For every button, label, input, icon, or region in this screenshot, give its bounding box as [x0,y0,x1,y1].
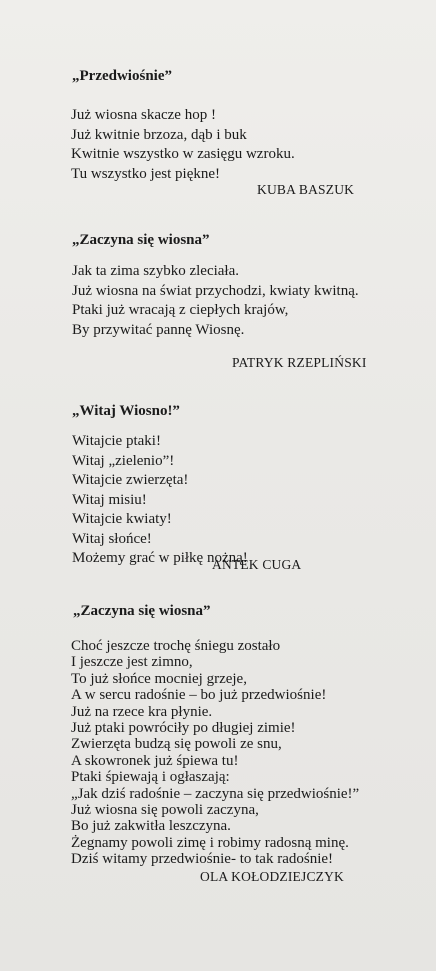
poem-line: To już słońce mocniej grzeje, [71,670,247,687]
poem-line: Jak ta zima szybko zleciała. [72,263,240,279]
poem-author: KUBA BASZUK [257,182,355,197]
poem-line: Już wiosna na świat przychodzi, kwiaty kwitną. [72,282,359,299]
poem-line: Tu wszystko jest piękne! [71,165,221,182]
poem-stanza [71,638,359,868]
poem-line: Już wiosna skacze hop ! [71,107,216,123]
poem-line: Choć jeszcze trochę śniegu zostało [71,638,281,654]
poem-line: Dziś witamy przedwiośnie- to tak radośnie! [71,851,334,868]
poem-line: Zwierzęta budzą się powoli ze snu, [71,736,282,753]
poem-title: „Zaczyna się wiosna” [72,232,210,248]
poem-line: Możemy grać w piłkę nożną! [72,550,248,566]
poem-line: Już na rzece kra płynie. [71,703,213,720]
poem-author: PATRYK RZEPLIŃSKI [232,355,367,370]
poem-line: A skowronek już śpiewa tu! [71,752,239,769]
poem-author: ANTEK CUGA [212,557,302,572]
poem-stanza [72,262,359,340]
poem-line: Witajcie zwierzęta! [72,472,189,488]
poem-line: Już ptaki powróciły po długiej zimie! [71,720,296,737]
poem-line: Witajcie ptaki! [72,433,161,449]
poem-line: I jeszcze jest zimno, [71,654,193,671]
poem-line: Witaj misiu! [72,491,147,508]
poem-line: „Jak dziś radośnie – zaczyna się przedwiośnie!” [71,785,360,802]
poem-line: A w sercu radośnie – bo już przedwiośnie! [71,687,327,704]
poem-author: OLA KOŁODZIEJCZYK [200,869,345,884]
poem-line: Bo już zakwitła leszczyna. [71,818,231,835]
poem-title: „Przedwiośnie” [72,68,172,84]
poem-line: Ptaki już wracają z ciepłych krajów, [72,302,289,318]
poem-line: Już kwitnie brzoza, dąb i buk [71,126,247,143]
poem-stanza [71,106,295,184]
poem-line: Ptaki śpiewają i ogłaszają: [71,769,230,786]
poem-line: Żegnamy powoli zimę i robimy radosną minę. [71,834,349,851]
poem-stanza [72,432,248,569]
poem-title: „Zaczyna się wiosna” [73,603,211,619]
poem-line: Witaj „zielenio”! [72,452,175,469]
poem-line: By przywitać pannę Wiosnę. [72,321,245,338]
poem-line: Witajcie kwiaty! [72,511,172,527]
poem-title: „Witaj Wiosno!” [72,403,180,419]
poem-line: Kwitnie wszystko w zasięgu wzroku. [71,146,295,162]
poem-line: Witaj słońce! [72,530,152,547]
poem-line: Już wiosna się powoli zaczyna, [71,802,259,819]
